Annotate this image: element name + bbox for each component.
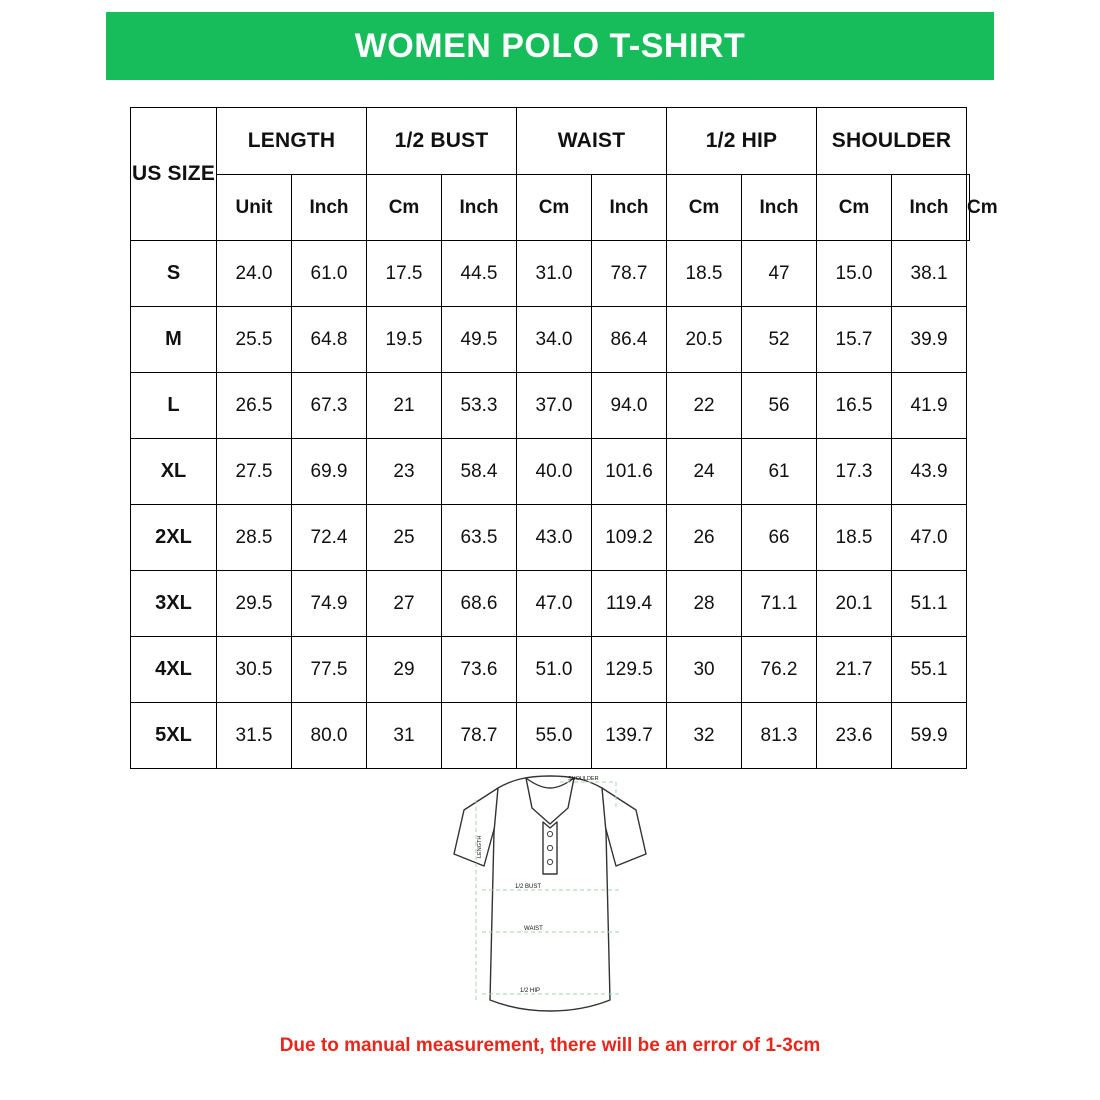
- measure-cell: 64.8: [292, 307, 367, 373]
- measurement-disclaimer: Due to manual measurement, there will be an error of 1-3cm: [279, 1035, 821, 1056]
- measure-cell: 66: [742, 505, 817, 571]
- measure-cell: 27.5: [217, 439, 292, 505]
- measure-cell: 72.4: [292, 505, 367, 571]
- measure-cell: 15.7: [817, 307, 892, 373]
- measure-cell: 22: [667, 373, 742, 439]
- column-header-waist: WAIST: [517, 108, 667, 175]
- unit-cell: Cm: [817, 175, 892, 241]
- measure-cell: 21: [367, 373, 442, 439]
- unit-cell: Cm: [667, 175, 742, 241]
- table-unit-row: [131, 175, 970, 241]
- measure-cell: 20.1: [817, 571, 892, 637]
- measure-cell: 78.7: [442, 703, 517, 769]
- size-label: S: [131, 241, 217, 307]
- measure-cell: 76.2: [742, 637, 817, 703]
- half-hip-label: 1/2 HIP: [520, 988, 541, 994]
- measure-cell: 25.5: [217, 307, 292, 373]
- measure-cell: 59.9: [892, 703, 967, 769]
- measure-cell: 31: [367, 703, 442, 769]
- header-banner: [106, 12, 994, 80]
- measure-cell: 52: [742, 307, 817, 373]
- measure-cell: 56: [742, 373, 817, 439]
- measure-cell: 44.5: [442, 241, 517, 307]
- measure-cell: 69.9: [292, 439, 367, 505]
- measure-cell: 67.3: [292, 373, 367, 439]
- measure-cell: 51.1: [892, 571, 967, 637]
- page-title: WOMEN POLO T-SHIRT: [354, 26, 746, 65]
- unit-cell: Cm: [517, 175, 592, 241]
- table-row: [131, 571, 970, 637]
- measure-cell: 71.1: [742, 571, 817, 637]
- measure-cell: 73.6: [442, 637, 517, 703]
- table-row: [131, 241, 970, 307]
- column-header-half-bust: 1/2 BUST: [367, 108, 517, 175]
- measure-cell: 80.0: [292, 703, 367, 769]
- column-header-us-size: US SIZE: [131, 108, 217, 241]
- measure-cell: 43.9: [892, 439, 967, 505]
- measure-cell: 26.5: [217, 373, 292, 439]
- measure-cell: 129.5: [592, 637, 667, 703]
- table-row: [131, 373, 970, 439]
- measure-cell: 119.4: [592, 571, 667, 637]
- column-header-half-hip: 1/2 HIP: [667, 108, 817, 175]
- unit-cell: Cm: [367, 175, 442, 241]
- column-header-shoulder: SHOULDER: [817, 108, 967, 175]
- unit-cell: Cm: [967, 175, 970, 241]
- unit-cell: Inch: [892, 175, 967, 241]
- size-label: XL: [131, 439, 217, 505]
- unit-cell: Inch: [742, 175, 817, 241]
- measure-cell: 34.0: [517, 307, 592, 373]
- size-table-container: [130, 107, 998, 769]
- size-label: 4XL: [131, 637, 217, 703]
- measure-cell: 15.0: [817, 241, 892, 307]
- measure-cell: 19.5: [367, 307, 442, 373]
- measure-cell: 47.0: [517, 571, 592, 637]
- table-row: [131, 703, 970, 769]
- measure-cell: 37.0: [517, 373, 592, 439]
- measure-cell: 43.0: [517, 505, 592, 571]
- size-label: M: [131, 307, 217, 373]
- measure-cell: 94.0: [592, 373, 667, 439]
- size-chart-table: [130, 107, 998, 769]
- measure-cell: 49.5: [442, 307, 517, 373]
- measure-cell: 32: [667, 703, 742, 769]
- measure-cell: 58.4: [442, 439, 517, 505]
- measure-cell: 27: [367, 571, 442, 637]
- measure-cell: 30.5: [217, 637, 292, 703]
- measure-cell: 20.5: [667, 307, 742, 373]
- measure-cell: 63.5: [442, 505, 517, 571]
- measure-cell: 23.6: [817, 703, 892, 769]
- column-header-length: LENGTH: [217, 108, 367, 175]
- unit-cell: Inch: [592, 175, 667, 241]
- length-label: LENGTH: [477, 835, 483, 858]
- shoulder-label: SHOULDER: [568, 776, 599, 782]
- measure-cell: 101.6: [592, 439, 667, 505]
- measure-cell: 74.9: [292, 571, 367, 637]
- measure-cell: 17.5: [367, 241, 442, 307]
- measure-cell: 28: [667, 571, 742, 637]
- measure-cell: 28.5: [217, 505, 292, 571]
- table-row: [131, 439, 970, 505]
- measure-cell: 24.0: [217, 241, 292, 307]
- size-label: 5XL: [131, 703, 217, 769]
- measure-cell: 26: [667, 505, 742, 571]
- measure-cell: 29.5: [217, 571, 292, 637]
- measure-cell: 40.0: [517, 439, 592, 505]
- measure-cell: 61: [742, 439, 817, 505]
- measure-cell: 30: [667, 637, 742, 703]
- measure-cell: 47.0: [892, 505, 967, 571]
- measure-cell: 29: [367, 637, 442, 703]
- measure-cell: 24: [667, 439, 742, 505]
- waist-label: WAIST: [524, 926, 543, 932]
- polo-shirt-illustration: [440, 762, 660, 1024]
- measure-cell: 78.7: [592, 241, 667, 307]
- size-label: L: [131, 373, 217, 439]
- measure-cell: 86.4: [592, 307, 667, 373]
- table-row: [131, 505, 970, 571]
- table-group-header-row: [131, 108, 970, 175]
- half-bust-label: 1/2 BUST: [515, 884, 542, 890]
- measure-cell: 61.0: [292, 241, 367, 307]
- measure-cell: 81.3: [742, 703, 817, 769]
- measure-cell: 18.5: [817, 505, 892, 571]
- measure-cell: 16.5: [817, 373, 892, 439]
- measure-cell: 31.0: [517, 241, 592, 307]
- measure-cell: 38.1: [892, 241, 967, 307]
- measure-cell: 21.7: [817, 637, 892, 703]
- measure-cell: 51.0: [517, 637, 592, 703]
- measure-cell: 109.2: [592, 505, 667, 571]
- measure-cell: 39.9: [892, 307, 967, 373]
- measure-cell: 77.5: [292, 637, 367, 703]
- unit-cell: Inch: [292, 175, 367, 241]
- measure-cell: 17.3: [817, 439, 892, 505]
- measure-cell: 41.9: [892, 373, 967, 439]
- measure-cell: 23: [367, 439, 442, 505]
- table-row: [131, 637, 970, 703]
- unit-label: Unit: [217, 175, 292, 241]
- measure-cell: 25: [367, 505, 442, 571]
- measure-cell: 47: [742, 241, 817, 307]
- measure-cell: 139.7: [592, 703, 667, 769]
- table-row: [131, 307, 970, 373]
- measure-cell: 53.3: [442, 373, 517, 439]
- measure-cell: 68.6: [442, 571, 517, 637]
- unit-cell: Inch: [442, 175, 517, 241]
- measure-cell: 55.1: [892, 637, 967, 703]
- measure-cell: 31.5: [217, 703, 292, 769]
- measure-cell: 55.0: [517, 703, 592, 769]
- size-label: 3XL: [131, 571, 217, 637]
- measure-cell: 18.5: [667, 241, 742, 307]
- size-label: 2XL: [131, 505, 217, 571]
